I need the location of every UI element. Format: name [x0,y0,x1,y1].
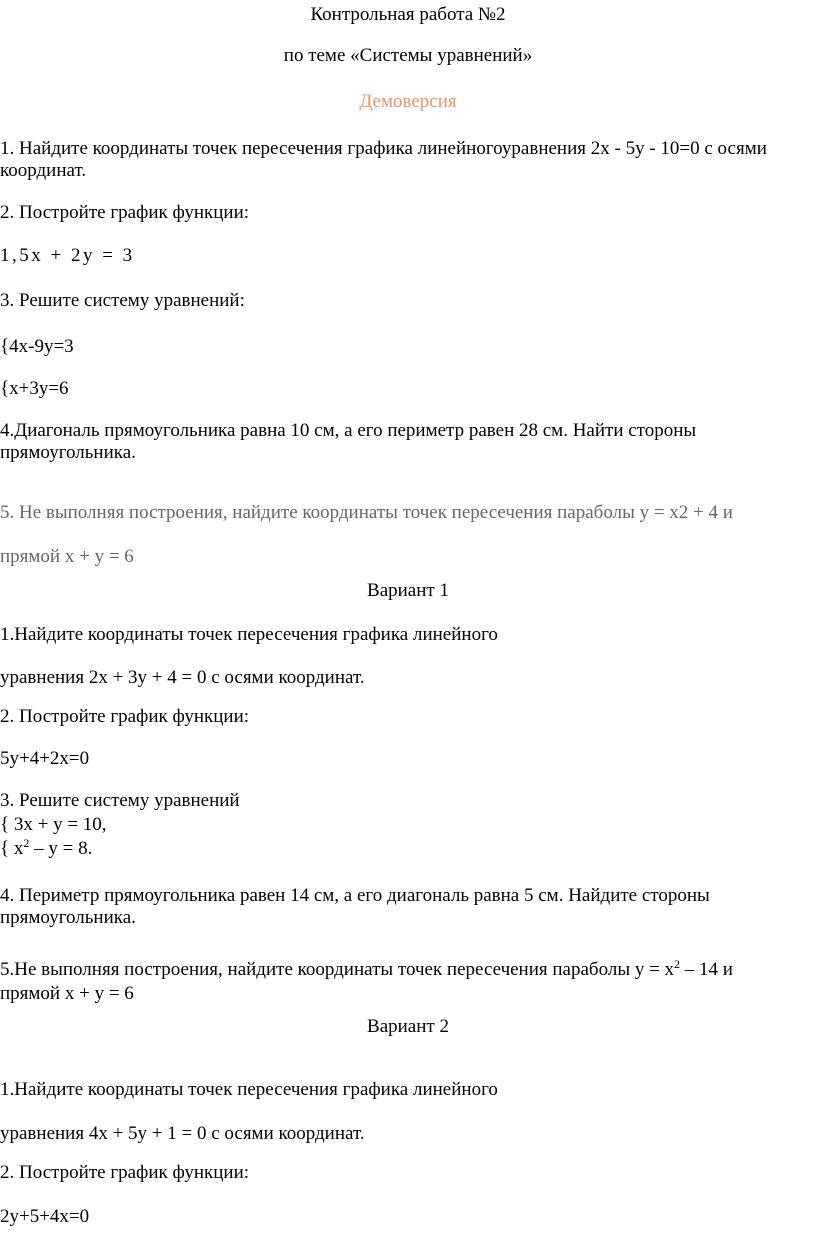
variant-1-title: Вариант 1 [367,580,449,601]
variant-2-question-1-line-2: уравнения 4x + 5y + 1 = 0 с осями координат. [0,1123,365,1144]
document-subtitle: по теме «Системы уравнений» [283,45,533,66]
variant-1-question-2-equation: 5y+4+2x=0 [0,748,90,769]
variant-1-question-1-line-2: уравнения 2x + 3y + 4 = 0 с осями координат. [0,667,365,688]
variant-1-question-5-line-1 [0,959,816,981]
demo-question-4: 4.Диагональ прямоугольника равна 10 см, а его периметр равен 28 см. Найти стороны прямоугольника. [0,420,697,463]
equation-part: { x [0,838,24,859]
variant-1-question-3: 3. Решите систему уравнений [0,790,240,811]
demo-question-1: 1. Найдите координаты точек пересечения графика линейногоуравнения 2x - 5y - 10=0 с осями координат. [0,138,767,181]
demo-question-3-equation-1: {4x-9y=3 [0,336,74,357]
superscript: 2 [23,836,30,850]
equation-part: – y = 8. [29,838,93,859]
variant-1-question-1-line-1: 1.Найдите координаты точек пересечения графика линейного [0,624,498,645]
variant-1-question-5-line-2: прямой x + y = 6 [0,983,134,1004]
variant-2-title: Вариант 2 [367,1016,449,1037]
variant-1-question-3-equation-1: { 3x + y = 10, [0,814,107,835]
variant-1-question-4: 4. Периметр прямоугольника равен 14 см, а его диагональ равна 5 см. Найдите стороны прямоугольника. [0,885,710,928]
variant-1-question-3-equation-2 [0,838,816,860]
demo-question-2: 2. Постройте график функции: [0,202,250,223]
question-part: – 14 и [680,959,733,980]
variant-2-question-2-equation: 2y+5+4x=0 [0,1206,90,1227]
variant-2-question-2: 2. Постройте график функции: [0,1162,250,1183]
variant-1-question-2: 2. Постройте график функции: [0,706,250,727]
demo-question-2-equation: 1,5x + 2y = 3 [0,245,135,266]
demo-question-5-line-1: 5. Не выполняя построения, найдите координаты точек пересечения параболы y = x2 + 4 и [0,502,733,523]
variant-2-question-1-line-1: 1.Найдите координаты точек пересечения графика линейного [0,1079,498,1100]
demo-question-5-line-2: прямой x + y = 6 [0,546,134,567]
demo-question-3: 3. Решите систему уравнений: [0,290,245,311]
question-part: 5.Не выполняя построения, найдите координаты точек пересечения параболы y = x [0,959,675,980]
document-title: Контрольная работа №2 [310,4,506,25]
superscript: 2 [674,957,681,971]
demo-question-3-equation-2: {x+3y=6 [0,378,69,399]
demo-version-label: Демоверсия [359,91,457,112]
